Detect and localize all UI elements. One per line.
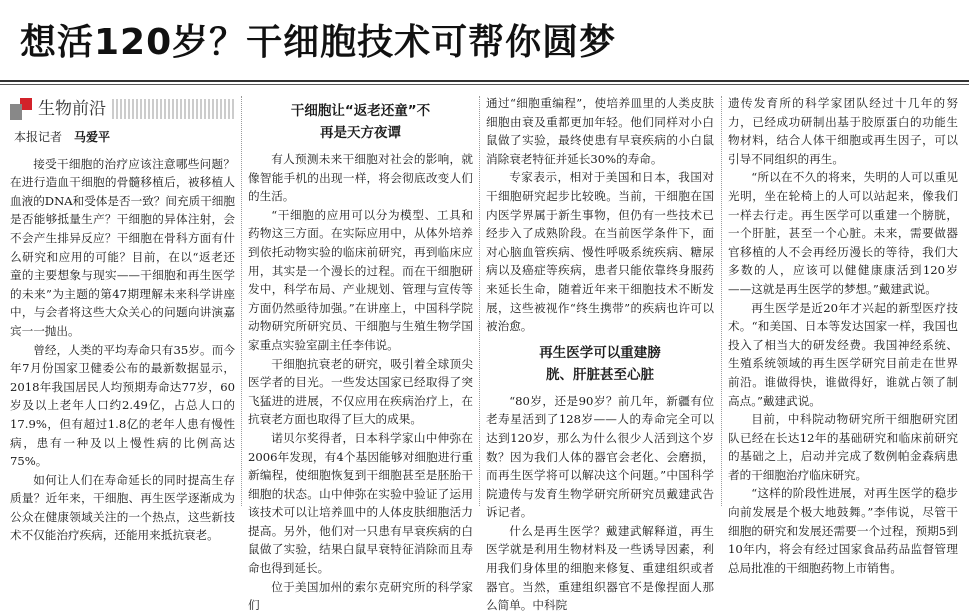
paragraph: 有人预测未来干细胞对社会的影响，就像智能手机的出现一样，将会彻底改变人们的生活。 [248,152,473,204]
paragraph: “80岁，还是90岁？前几年，新疆有位老寿星活到了128岁——人的寿命完全可以达到120岁，那么为什么很少人活到这个岁数？因为我们人体的器官会老化、会磨损，而再生医学将可以解决这个问题。”中国科学院遗传与发育生物学研究所研究员戴建武告诉记者。 [486,393,714,520]
top-rule [0,80,969,82]
paragraph: 再生医学是近20年才兴起的新型医疗技术。“和美国、日本等发达国家一样，我国也投入了相当大的研发经费。我国神经系统、生殖系统领域的再生医学研究目前走在世界前沿。谁做得快，谁做得好，谁就占领了制高点。”戴建武说。 [728,300,958,408]
headline: 想活120岁？干细胞技术可帮你圆梦 [20,22,617,63]
subhead-line: 再生医学可以重建膀 [539,344,661,361]
subhead [248,100,473,144]
paragraph: 通过“细胞重编程”，使培养皿里的人类皮肤细胞由衰及重都更加年轻。他们同样对小白鼠做了实验，最终使患有早衰疾病的小白鼠消除衰老特征并延长30%的寿命。 [486,96,714,166]
section-marker-icon [10,98,32,120]
subhead-line: 干细胞让“返老还童”不 [290,103,431,119]
paragraph: 位于美国加州的索尔克研究所的科学家们 [248,579,473,613]
paragraph: 什么是再生医学？戴建武解释道，再生医学就是利用生物材料及一些诱导因素，利用我们身体里的细胞来修复、重建组织或者器官。当然，重建组织器官不是像捏面人那么简单。中科院 [486,523,714,613]
column-2 [248,94,473,613]
byline-name: 马爱平 [74,130,111,144]
paragraph: “这样的阶段性进展，对再生医学的稳步向前发展是个极大地鼓舞。”李伟说，尽管干细胞的研究和发展还需要一个过程，预期5到10年内，将会有经过国家食品药品监督管理总局批准的干细胞药物上市销售。 [728,486,958,575]
column-divider [721,96,722,506]
paragraph: 接受干细胞的治疗应该注意哪些问题？在进行造血干细胞的骨髓移植后，被移植人血液的DNA和受体是否一致？间充质干细胞是否能够抵量生产？干细胞的异体注射，会不会产生排异反应？干细胞在骨科方面有什么研究和应用的可能？目前，在以“返老还童的主要想象与现实——干细胞和再生医学的未来”为主题的第47期理解未来科学讲座中，与会者将这些大众关心的问题向讲演嘉宾一一抛出。 [10,156,235,338]
section-divider [112,99,235,119]
paragraph: 如何让人们在寿命延长的同时提高生存质量？近年来，干细胞、再生医学逐渐成为公众在健康领域关注的一个热点，这些新技术不仅能治疗疾病，还能用来抵抗衰老。 [10,472,235,543]
paragraph: 遗传发育所的科学家团队经过十几年的努力，已经成功研制出基于胶原蛋白的功能生物材料，结合人体干细胞或再生因子，可以引导不同组织的再生。 [728,96,958,166]
paragraph: 目前，中科院动物研究所干细胞研究团队已经在长达12年的基础研究和临床前研究的基础之上，启动并完成了数例帕金森病患者的干细胞治疗临床研究。 [728,412,958,482]
paragraph: 干细胞抗衰老的研究，吸引着全球顶尖医学者的目光。一些发达国家已经取得了突飞猛进的进展，不仅应用在疾病治疗上，在抗衰老方面也取得了巨大的成果。 [248,356,473,427]
column-divider [241,96,242,506]
paragraph: “干细胞的应用可以分为模型、工具和药物这三方面。在实际应用中，从体外培养到依托动物实验的临床前研究，再到临床应用，其实是一个漫长的过程。而在干细胞研发中，科学布局、产业规划、管理与宣传等方面仍然亟待加强。”在讲座上，中国科学院动物研究所研究员、干细胞与生殖生物学国家重点实验室副主任李伟说。 [248,207,473,352]
byline [14,128,235,147]
subhead-line: 再是天方夜谭 [320,125,401,141]
subhead [486,342,714,386]
column-3 [486,94,714,613]
paragraph: 专家表示，相对于美国和日本，我国对干细胞研究起步比较晚。当前，干细胞在国内医学界属于新生事物，但仍有一些技术已经步入了成熟阶段。在当前医学条件下，面对心脑血管疾病、慢性呼吸系统疾病、糖尿病以及癌症等疾病，患者只能依靠终身服药来延长生命，随着近年来干细胞技术不断发展，这些被视作“终生携带”的疾病也许可以被治愈。 [486,170,714,334]
top-rule-thin [0,84,969,85]
paragraph: 曾经，人类的平均寿命只有35岁。而今年7月份国家卫健委公布的最新数据显示，2018年我国居民人均预期寿命达77岁，60岁及以上老年人口约2.49亿，占总人口的17.9%，但有超过1.8亿的老年人患有慢性病，患有一种及以上慢性病的比例高达75%。 [10,342,235,469]
section-tag [10,94,235,124]
subhead-line: 胱、肝脏甚至心脏 [546,366,654,383]
paragraph: “所以在不久的将来，失明的人可以重见光明，坐在轮椅上的人可以站起来，像我们一样去行走。再生医学可以重建一个膀胱，一个肝脏，甚至一个心脏。未来，需要做器官移植的人不会再经历漫长的等待，我们大多数的人，应该可以健健康康活到120岁——这就是再生医学的梦想。”戴建武说。 [728,170,958,296]
column-4 [728,94,958,575]
column-1 [10,94,235,543]
paragraph: 诺贝尔奖得者，日本科学家山中伸弥在2006年发现，有4个基因能够对细胞进行重新编程，使细胞恢复到干细胞甚至是胚胎干细胞的状态。山中伸弥在实验中验证了运用该技术可以让培养皿中的人体皮肤细胞活力提高。另外，他们对一只患有早衰疾病的白鼠做了实验，结果白鼠早衰特征消除而且寿命也得到延长。 [248,430,473,576]
byline-prefix: 本报记者 [14,130,63,144]
column-divider [479,96,480,506]
section-label: 生物前沿 [38,98,106,119]
